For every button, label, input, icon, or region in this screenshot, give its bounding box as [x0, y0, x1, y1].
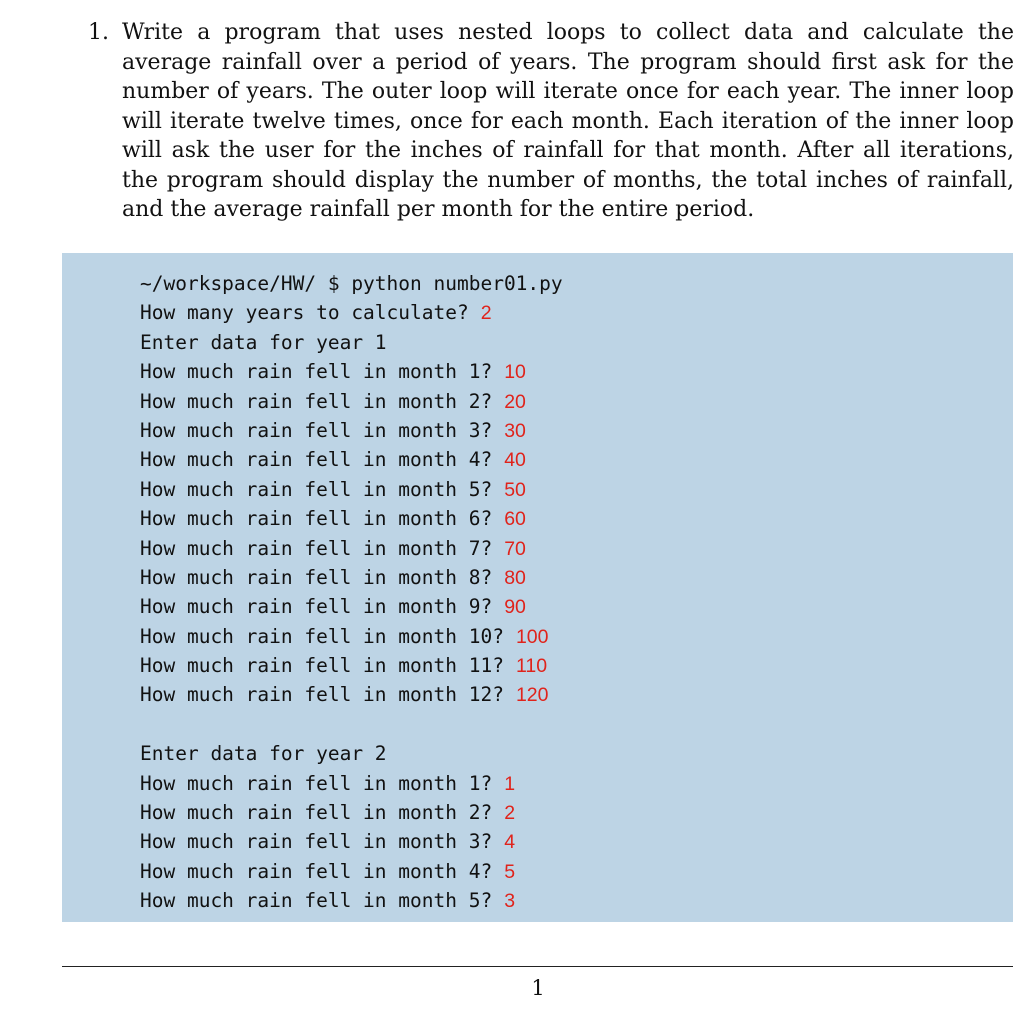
rain-prompt: How much rain fell in month 1?: [140, 771, 493, 795]
rain-answer: 70: [504, 537, 526, 560]
year1-header: Enter data for year 1: [140, 330, 387, 354]
rain-answer: 1: [504, 772, 516, 795]
terminal-row: [140, 769, 563, 798]
rain-prompt: How much rain fell in month 5?: [140, 477, 493, 501]
terminal-lines: [140, 269, 563, 916]
problem-statement: [88, 18, 1014, 225]
terminal-row: [140, 622, 563, 651]
year1-rows: [140, 357, 563, 710]
terminal-row: [140, 857, 563, 886]
rain-prompt: How much rain fell in month 11?: [140, 654, 504, 678]
rain-prompt: How much rain fell in month 3?: [140, 418, 493, 442]
problem-text: Write a program that uses nested loops to collect data and calculate the average rainfall over a period of years. The program should first ask for the number of years. The outer loop will iterate once for each year. The inner loop will iterate twelve times, once for each month. Each iteration of the inner loop will ask the user for the inches of rainfall for that month. After all iterations, the program should display the number of months, the total inches of rainfall, and the average rainfall per month for the entire period.: [122, 20, 1014, 222]
terminal-row: [140, 475, 563, 504]
rain-answer: 20: [504, 390, 526, 413]
terminal-row: [140, 563, 563, 592]
terminal-row: [140, 416, 563, 445]
rain-prompt: How much rain fell in month 2?: [140, 801, 493, 825]
year2-rows: [140, 769, 563, 916]
year2-header: Enter data for year 2: [140, 742, 387, 766]
footer-rule: [62, 966, 1013, 967]
terminal-row: [140, 651, 563, 680]
terminal-row: [140, 534, 563, 563]
rain-prompt: How much rain fell in month 6?: [140, 507, 493, 531]
terminal-command: ~/workspace/HW/ $ python number01.py: [140, 272, 563, 295]
terminal-output: [62, 253, 1013, 922]
blank-line: [140, 710, 563, 739]
rain-answer: 30: [504, 419, 526, 442]
terminal-row: [140, 592, 563, 621]
rain-answer: 60: [504, 508, 526, 531]
rain-prompt: How much rain fell in month 1?: [140, 360, 493, 384]
rain-answer: 5: [504, 860, 516, 883]
years-answer: 2: [480, 302, 492, 325]
years-prompt: How many years to calculate?: [140, 301, 469, 325]
rain-answer: 80: [504, 566, 526, 589]
terminal-row: [140, 680, 563, 709]
rain-prompt: How much rain fell in month 9?: [140, 595, 493, 619]
terminal-row: [140, 387, 563, 416]
rain-answer: 4: [504, 831, 516, 854]
rain-prompt: How much rain fell in month 12?: [140, 683, 504, 707]
problem-number: 1.: [88, 20, 109, 45]
rain-prompt: How much rain fell in month 7?: [140, 536, 493, 560]
terminal-row: [140, 827, 563, 856]
rain-answer: 50: [504, 478, 526, 501]
terminal-row: [140, 798, 563, 827]
page-number: 1: [531, 976, 545, 1000]
rain-answer: 100: [515, 625, 549, 648]
rain-prompt: How much rain fell in month 4?: [140, 448, 493, 472]
terminal-row: [140, 504, 563, 533]
terminal-row: [140, 357, 563, 386]
terminal-row: [140, 886, 563, 915]
rain-prompt: How much rain fell in month 4?: [140, 859, 493, 883]
rain-answer: 110: [515, 655, 548, 678]
years-line: [140, 298, 563, 327]
rain-answer: 90: [504, 596, 526, 619]
rain-prompt: How much rain fell in month 3?: [140, 830, 493, 854]
rain-prompt: How much rain fell in month 5?: [140, 889, 493, 913]
terminal-row: [140, 445, 563, 474]
rain-prompt: How much rain fell in month 10?: [140, 624, 504, 648]
rain-prompt: How much rain fell in month 8?: [140, 565, 493, 589]
rain-answer: 3: [504, 890, 516, 913]
rain-prompt: How much rain fell in month 2?: [140, 389, 493, 413]
rain-answer: 40: [504, 449, 526, 472]
rain-answer: 2: [504, 802, 516, 825]
rain-answer: 120: [515, 684, 549, 707]
rain-answer: 10: [504, 361, 526, 384]
